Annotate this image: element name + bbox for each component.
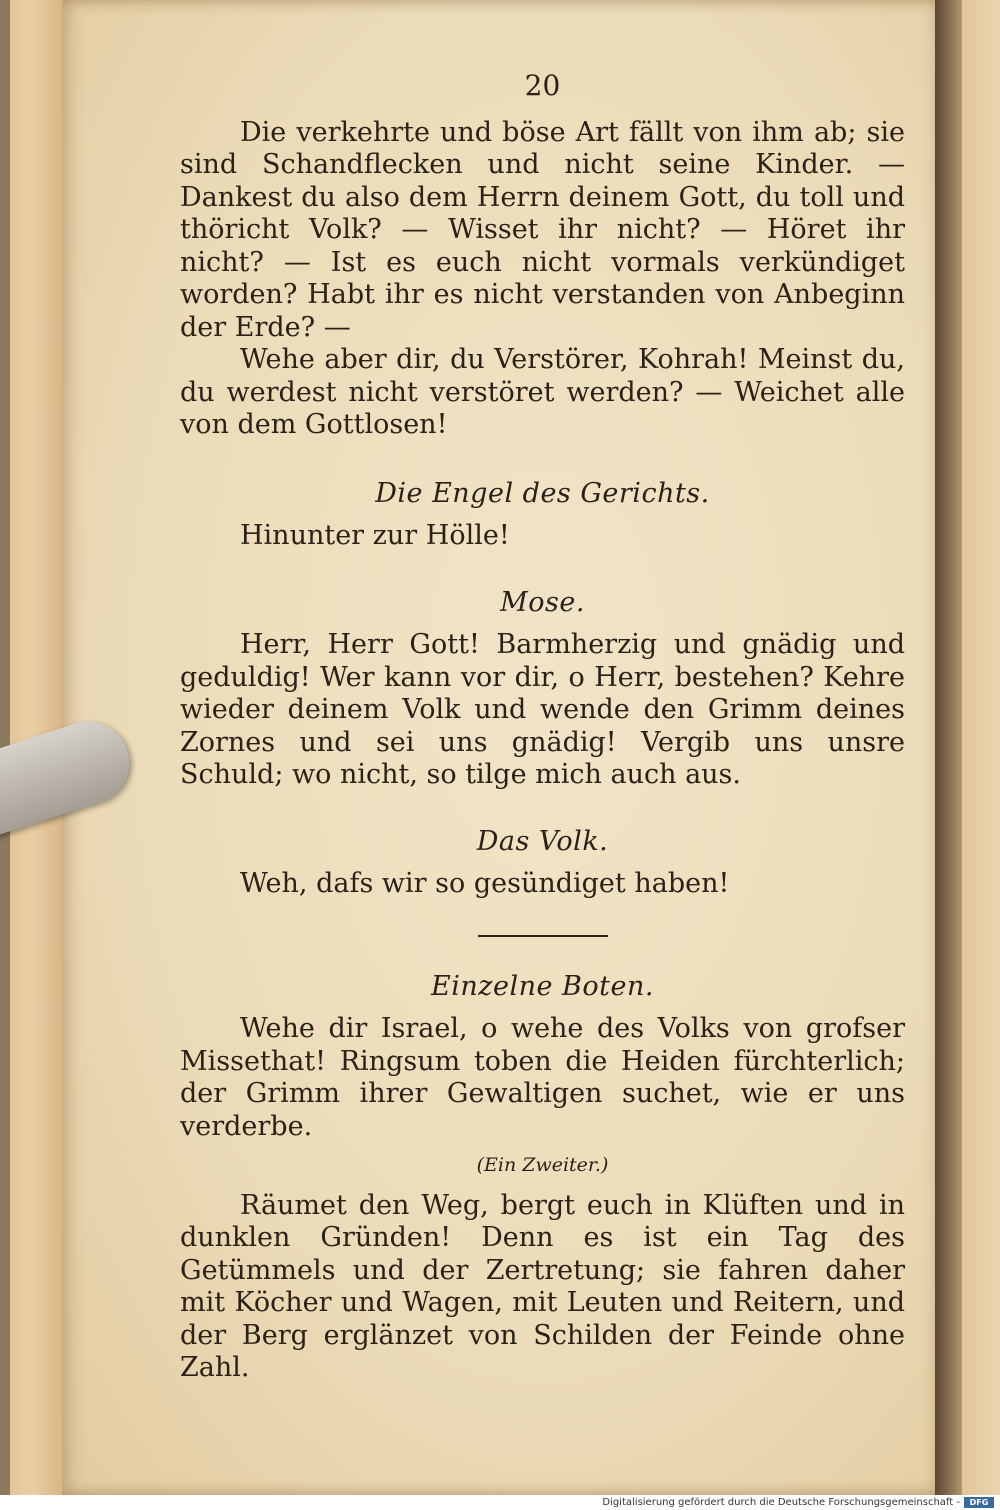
section-divider [478,935,608,937]
digitization-footer [0,1495,1000,1510]
next-page-edge [962,0,1000,1495]
speaker-heading: Mose. [500,586,585,618]
dfg-logo-icon: DFG [964,1497,994,1508]
stage-direction: (Ein Zweiter.) [476,1154,609,1176]
footer-text: Digitalisierung gefördert durch die Deutsche Forschungsgemeinschaft - [602,1497,960,1508]
paragraph: Herr, Herr Gott! Barmherzig und gnädig und geduldig! Wer kann vor dir, o Herr, bestehen? Kehre wieder deinem Volk und wende den Grimm deines Zornes und sei uns gnädig! Vergib uns unsre Schuld; wo nicht, so tilge mich auch aus. [180,629,905,790]
paragraph: Wehe dir Israel, o wehe des Volks von grofser Missethat! Ringsum toben die Heiden fürchterlich; der Grimm ihrer Gewaltigen suchet, wie er uns verderbe. [180,1013,905,1142]
speaker-heading: Einzelne Boten. [431,970,654,1002]
speaker-heading: Die Engel des Gerichts. [375,477,710,509]
page-text [180,70,905,1385]
paragraph: Die verkehrte und böse Art fällt von ihm ab; sie sind Schandflecken und nicht seine Kinder. — Dankest du also dem Herrn deinem Gott, du toll und thöricht Volk? — Wisset ihr nicht? — Höret ihr nicht? — Ist es euch nicht vormals verkündiget worden? Habt ihr es nicht verstanden von Anbeginn der Erde? — [180,116,905,343]
speaker-heading: Das Volk. [476,825,609,857]
paragraph: Räumet den Weg, bergt euch in Klüften und in dunklen Gründen! Denn es ist ein Tag des Getümmels und der Zertretung; sie fahren daher mit Köcher und Wagen, mit Leuten und Reitern, und der Berg erglänzet von Schilden der Feinde ohne Zahl. [180,1189,905,1383]
paragraph: Hinunter zur Hölle! [240,520,510,551]
page-number: 20 [524,69,561,102]
paragraph: Weh, dafs wir so gesündiget haben! [240,868,730,899]
paragraph: Wehe aber dir, du Verstörer, Kohrah! Meinst du, du werdest nicht verstöret werden? — Weichet alle von dem Gottlosen! [180,344,905,440]
gutter-shadow [935,0,963,1495]
